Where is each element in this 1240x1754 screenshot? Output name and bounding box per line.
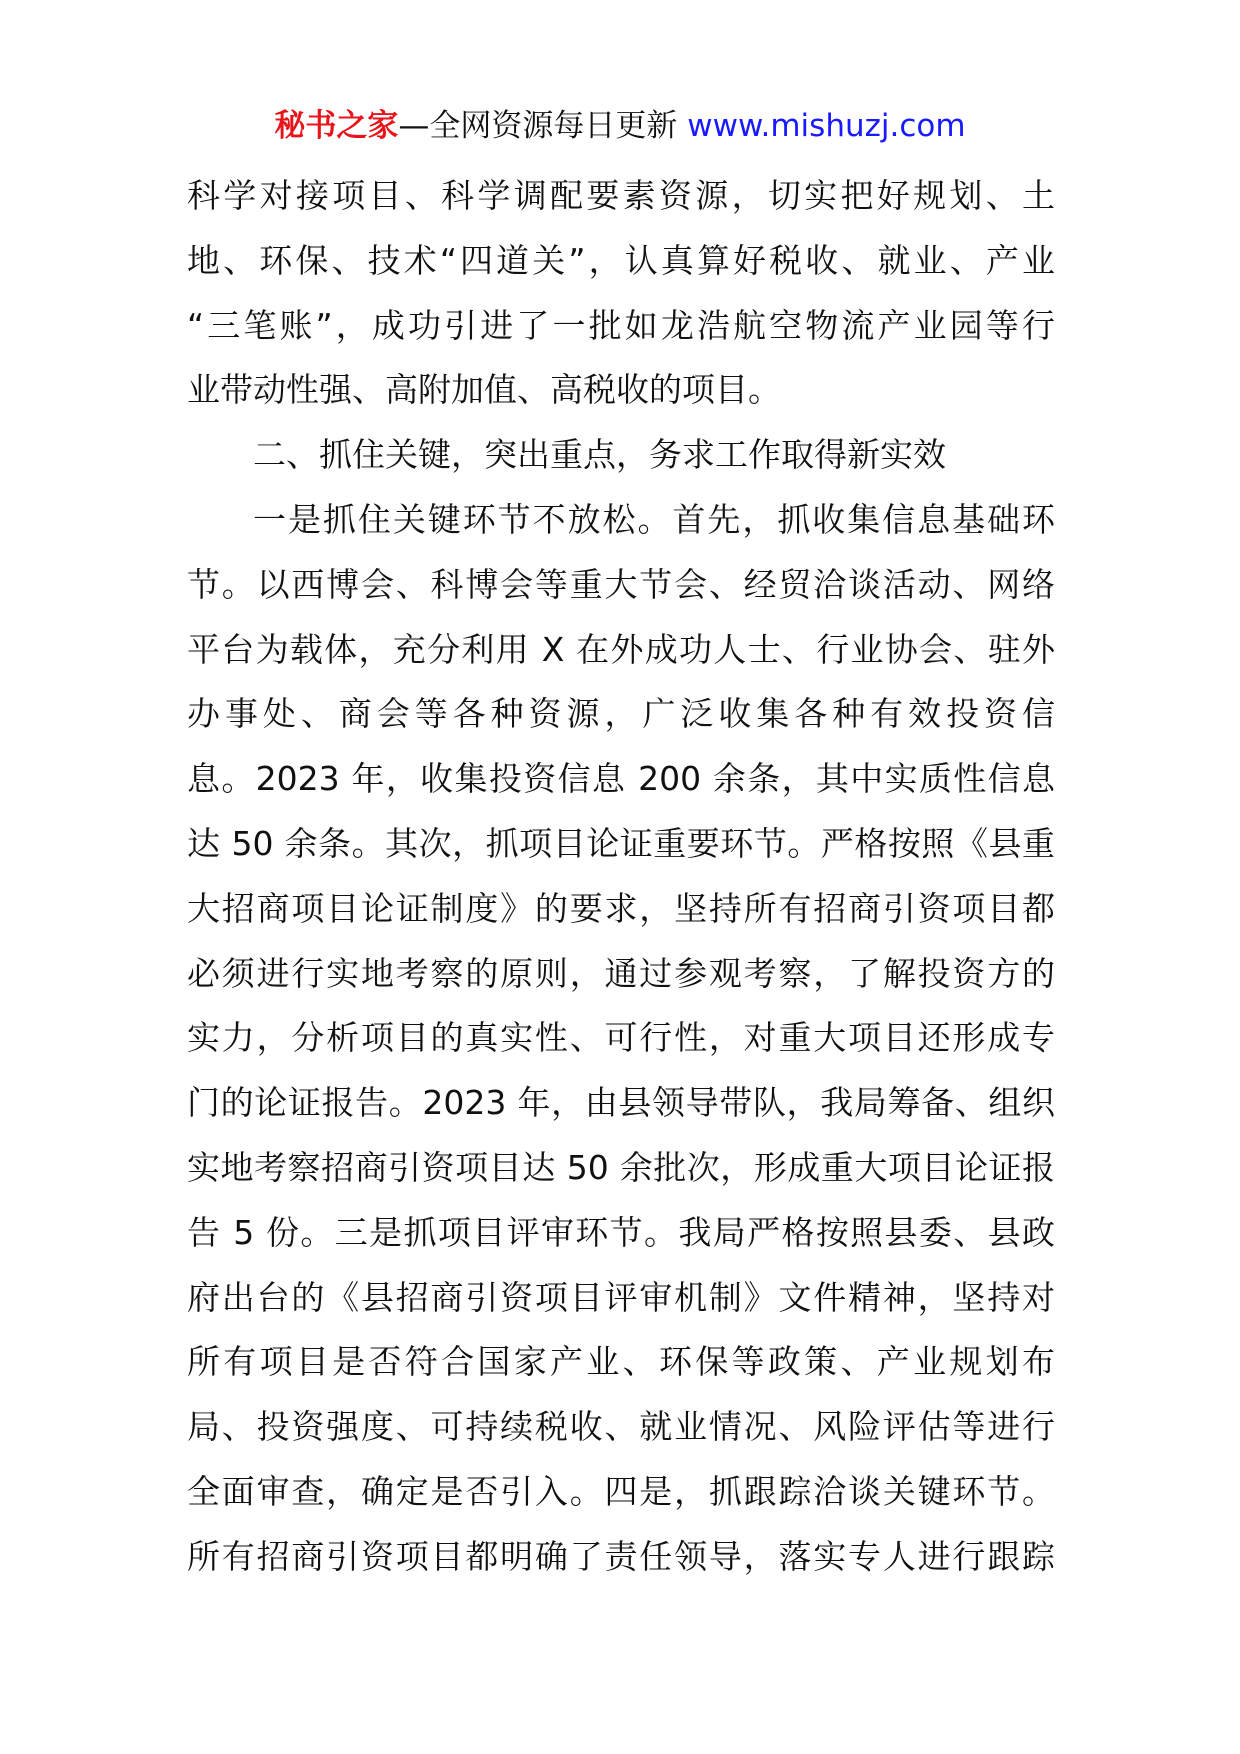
text-line: 业带动性强、高附加值、高税收的项目。 (187, 370, 781, 410)
text-line: 告 5 份。三是抓项目评审环节。我局严格按照县委、县政 (187, 1212, 1055, 1252)
text-line: 实地考察招商引资项目达 50 余批次，形成重大项目论证报 (187, 1147, 1055, 1187)
text-line: 所有项目是否符合国家产业、环保等政策、产业规划布 (187, 1342, 1055, 1382)
page-header (0, 104, 1240, 148)
text-line: 门的论证报告。2023 年，由县领导带队，我局筹备、组织 (187, 1083, 1055, 1123)
text-line: 平台为载体，充分利用 X 在外成功人士、行业协会、驻外 (187, 629, 1055, 669)
text-line: 科学对接项目、科学调配要素资源，切实把好规划、土 (187, 176, 1055, 215)
text-line: 全面审查，确定是否引入。四是，抓跟踪洽谈关键环节。 (187, 1471, 1055, 1511)
document-body (187, 164, 1055, 1590)
text-line: 大招商项目论证制度》的要求，坚持所有招商引资项目都 (187, 888, 1055, 928)
text-line: 地、环保、技术“四道关”，认真算好税收、就业、产业 (187, 240, 1055, 280)
header-url-link[interactable]: www.mishuzj.com (687, 108, 966, 144)
text-line: 办事处、商会等各种资源，广泛收集各种有效投资信 (187, 694, 1055, 734)
text-line: 节。以西博会、科博会等重大节会、经贸洽谈活动、网络 (187, 564, 1055, 604)
section-heading: 二、抓住关键，突出重点，务求工作取得新实效 (253, 435, 946, 475)
text-line: 实力，分析项目的真实性、可行性，对重大项目还形成专 (187, 1018, 1055, 1058)
text-line: 府出台的《县招商引资项目评审机制》文件精神，坚持对 (187, 1277, 1055, 1317)
text-line: 局、投资强度、可持续税收、就业情况、风险评估等进行 (187, 1407, 1055, 1447)
header-slogan: —全网资源每日更新 (398, 108, 678, 144)
text-line: 所有招商引资项目都明确了责任领导，落实专人进行跟踪 (187, 1536, 1055, 1576)
text-line: “三笔账”，成功引进了一批如龙浩航空物流产业园等行 (187, 305, 1055, 345)
text-line: 必须进行实地考察的原则，通过参观考察，了解投资方的 (187, 953, 1055, 993)
text-line: 达 50 余条。其次，抓项目论证重要环节。严格按照《县重 (187, 823, 1055, 863)
header-brand: 秘书之家 (274, 108, 399, 144)
text-line: 息。2023 年，收集投资信息 200 余条，其中实质性信息 (187, 759, 1055, 799)
text-line: 一是抓住关键环节不放松。首先，抓收集信息基础环 (253, 499, 1055, 539)
